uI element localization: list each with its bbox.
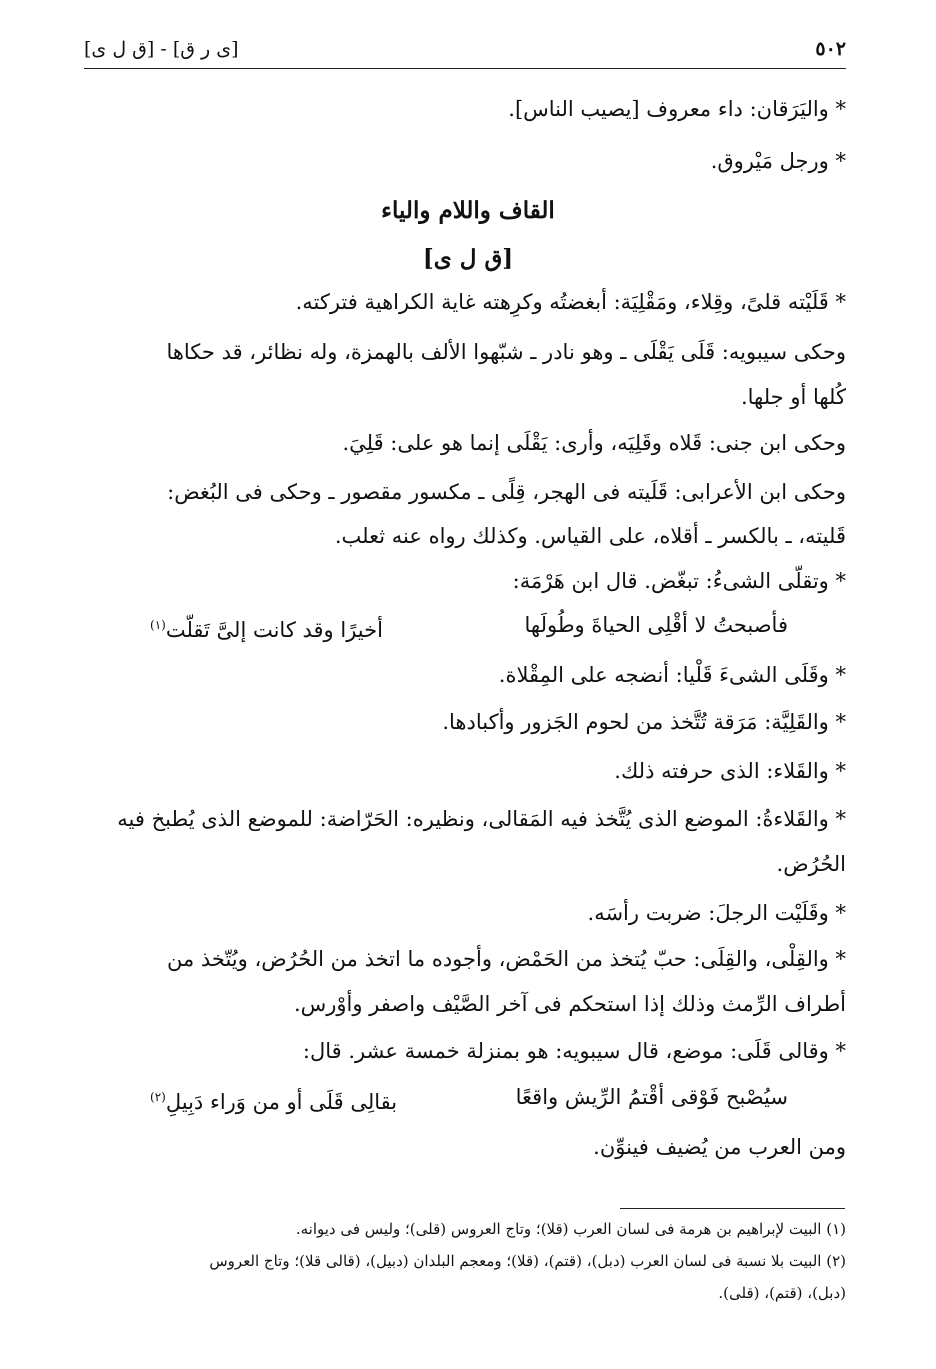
paragraph-line: * واليَرَقان: داء معروف [يصيب الناس]. [508, 97, 846, 121]
verse-hemistich-second: بقالِى قَلَى أو من وَراء دَبِيلِ$^{(٢)}$ [150, 1090, 398, 1114]
page-header [84, 34, 846, 69]
paragraph-line: * والقَلاء: الذى حرفته ذلك. [614, 759, 846, 783]
paragraph-line: * ورجل مَيْروق. [710, 149, 846, 173]
paragraph-line: * وقَلَى الشىءَ قَلْيا: أنضجه على المِقْلاة. [498, 663, 846, 687]
footnote: (٢) البيت بلا نسبة فى لسان العرب (دبل)، (قتم)، (قلا)؛ ومعجم البلدان (دبيل)، (قالى قلا)؛ وتاج العروس [209, 1252, 846, 1270]
verse-hemistich-first: فأصبحتُ لا أقْلِى الحياةَ وطُولَها [524, 613, 788, 637]
paragraph-line: * قَلَيْته قلىً، وقِلاء، ومَقْلِيَة: أبغضتُه وكرِهته غاية الكراهية فتركته. [295, 290, 846, 314]
running-head: [ى ر ق] - [ق ل ى] [84, 38, 239, 60]
paragraph-line: * وقَلَيْت الرجلَ: ضربت رأسَه. [587, 901, 846, 925]
footnote-marker: (١) [150, 618, 166, 632]
footnote-divider [620, 1208, 845, 1209]
paragraph-line: كُلها أو جلها. [740, 385, 846, 409]
paragraph-line: قَليته، ـ بالكسر ـ أقلاه، على القياس. وكذلك رواه عنه ثعلب. [334, 524, 846, 548]
paragraph-line: أطراف الرِّمث وذلك إذا استحكم فى آخر الصَّيْف واصفر وأوْرس. [293, 992, 846, 1016]
footnote-marker: (٢) [150, 1090, 166, 1104]
paragraph-line: وحكى سيبويه: قَلَى يَقْلَى ـ وهو نادر ـ شبّهوا الألف بالهمزة، وله نظائر، قد حكاها [166, 340, 846, 364]
paragraph-line: وحكى ابن جنى: قَلاه وقَلِيَه، وأرى: يَقْلَى إنما هو على: قَلِيَ. [342, 431, 846, 455]
paragraph-line: * وتقلّى الشىءُ: تبغّض. قال ابن هَرْمَة: [512, 569, 846, 593]
section-title: القاف واللام والياء [381, 197, 555, 224]
verse-hemistich-first: سيُصْبح فَوْقى أقْتمُ الرِّيش واقعًا [515, 1085, 788, 1109]
page-number: ٥٠٢ [815, 38, 846, 60]
paragraph-line: * والقَلِيَّة: مَرَقة تُتَّخذ من لحوم الجَزور وأكبادها. [442, 710, 846, 734]
paragraph-line: الحُرُض. [776, 852, 846, 876]
footnote-continuation: (دبل)، (قتم)، (قلى). [718, 1284, 846, 1302]
paragraph-line: ومن العرب من يُضيف فينوِّن. [593, 1135, 846, 1159]
paragraph-line: * والقَلاءةُ: الموضع الذى يُتَّخذ فيه المَقالى، ونظيره: الحَرّاضة: للموضع الذى يُطبخ فيه [117, 807, 846, 831]
entry-title: [ق ل ى] [422, 245, 514, 272]
paragraph-line: * والقِلْى، والقِلَى: حبّ يُتخذ من الحَمْض، وأجوده ما اتخذ من الحُرُض، ويُتّخذ من [166, 947, 846, 971]
verse-hemistich-second: أخيرًا وقد كانت إلىَّ تَقلّت$^{(١)}$ [150, 618, 383, 642]
paragraph-line: وحكى ابن الأعرابى: قَلَيته فى الهجر، قِلًى ـ مكسور مقصور ـ وحكى فى البُغض: [167, 480, 846, 504]
paragraph-line: * وقالى قَلَى: موضع، قال سيبويه: هو بمنزلة خمسة عشر. قال: [302, 1039, 846, 1063]
footnote: (١) البيت لإبراهيم بن هرمة فى لسان العرب (قلا)؛ وتاج العروس (قلى)؛ وليس فى ديوانه. [295, 1220, 846, 1238]
